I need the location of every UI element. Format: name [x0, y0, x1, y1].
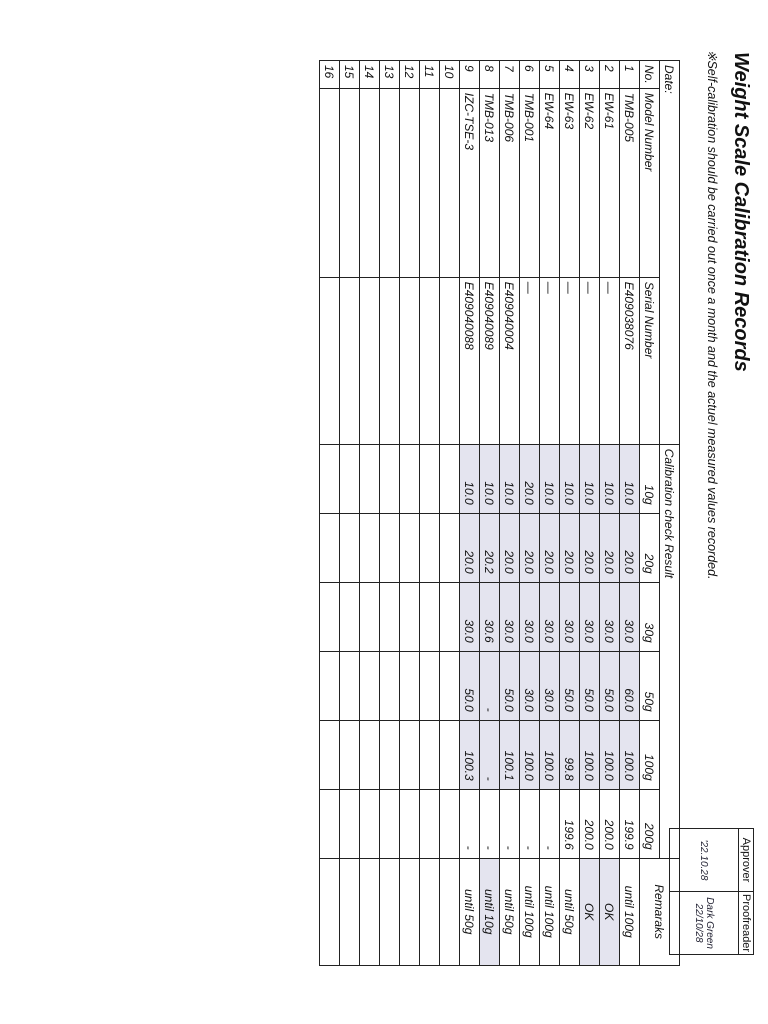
- measured-value-cell: [420, 444, 440, 513]
- measured-value-cell: [400, 582, 420, 651]
- measured-value-cell: 200.0: [580, 789, 600, 858]
- remarks-cell: OK: [580, 858, 600, 965]
- model-number-cell: [340, 88, 360, 277]
- measured-value-cell: [440, 789, 460, 858]
- measured-value-cell: 50.0: [560, 651, 580, 720]
- measured-value-cell: [340, 651, 360, 720]
- measured-value-cell: 100.0: [520, 720, 540, 789]
- measured-value-cell: [340, 444, 360, 513]
- table-row: [580, 61, 600, 966]
- measured-value-cell: 100.3: [460, 720, 480, 789]
- serial-number-cell: E409038076: [620, 277, 640, 444]
- measured-value-cell: 200.0: [600, 789, 620, 858]
- model-header: Model Number: [640, 88, 660, 277]
- table-row: [620, 61, 640, 966]
- row-number: 8: [480, 61, 500, 89]
- measured-value-cell: -: [500, 789, 520, 858]
- serial-number-cell: —: [600, 277, 620, 444]
- measured-value-cell: [380, 444, 400, 513]
- model-number-cell: [440, 88, 460, 277]
- measured-value-cell: 30.0: [620, 582, 640, 651]
- date-label: Date:: [660, 61, 680, 445]
- measured-value-cell: [340, 789, 360, 858]
- table-row: [600, 61, 620, 966]
- row-number: 5: [540, 61, 560, 89]
- weight-header-50g: 50g: [640, 651, 660, 720]
- table-row: [440, 61, 460, 966]
- measured-value-cell: 50.0: [500, 651, 520, 720]
- weight-header-20g: 20g: [640, 513, 660, 582]
- measured-value-cell: 20.0: [600, 513, 620, 582]
- row-number: 7: [500, 61, 520, 89]
- serial-number-cell: —: [520, 277, 540, 444]
- model-number-cell: [420, 88, 440, 277]
- measured-value-cell: [380, 789, 400, 858]
- weight-header-30g: 30g: [640, 582, 660, 651]
- measured-value-cell: [320, 720, 340, 789]
- measured-value-cell: [380, 582, 400, 651]
- header-row: [640, 61, 660, 966]
- remarks-cell: [320, 858, 340, 965]
- proofreader-header: Proofreader: [739, 892, 754, 955]
- measured-value-cell: -: [480, 651, 500, 720]
- measured-value-cell: [420, 651, 440, 720]
- measured-value-cell: [360, 651, 380, 720]
- measured-value-cell: 199.9: [620, 789, 640, 858]
- measured-value-cell: 10.0: [560, 444, 580, 513]
- row-number: 9: [460, 61, 480, 89]
- model-number-cell: IZC-TSE-3: [460, 88, 480, 277]
- model-number-cell: TMB-005: [620, 88, 640, 277]
- model-number-cell: TMB-001: [520, 88, 540, 277]
- remarks-cell: until 50g: [560, 858, 580, 965]
- table-row: [540, 61, 560, 966]
- table-row: [340, 61, 360, 966]
- measured-value-cell: [420, 513, 440, 582]
- row-number: 1: [620, 61, 640, 89]
- measured-value-cell: 20.0: [620, 513, 640, 582]
- measured-value-cell: 10.0: [540, 444, 560, 513]
- row-number: 15: [340, 61, 360, 89]
- measured-value-cell: 10.0: [620, 444, 640, 513]
- measured-value-cell: 20.0: [560, 513, 580, 582]
- measured-value-cell: 20.0: [460, 513, 480, 582]
- measured-value-cell: 30.6: [480, 582, 500, 651]
- measured-value-cell: 20.0: [500, 513, 520, 582]
- serial-number-cell: [340, 277, 360, 444]
- serial-number-cell: —: [560, 277, 580, 444]
- measured-value-cell: [440, 444, 460, 513]
- calibration-table: [319, 60, 680, 966]
- table-row: [520, 61, 540, 966]
- measured-value-cell: [420, 720, 440, 789]
- table-body: [320, 61, 640, 966]
- measured-value-cell: [320, 651, 340, 720]
- row-number: 3: [580, 61, 600, 89]
- serial-number-cell: [440, 277, 460, 444]
- measured-value-cell: 20.0: [540, 513, 560, 582]
- serial-number-cell: —: [540, 277, 560, 444]
- document-subtitle: ※Self-calibration should be carried out once a month and the actuel measured values recorded.: [705, 50, 719, 580]
- measured-value-cell: 100.0: [620, 720, 640, 789]
- remarks-cell: [340, 858, 360, 965]
- approval-box: [669, 828, 754, 955]
- measured-value-cell: [440, 513, 460, 582]
- measured-value-cell: [400, 651, 420, 720]
- proofreader-signature: Dark Green 22/10/28: [670, 892, 739, 955]
- serial-number-cell: [360, 277, 380, 444]
- measured-value-cell: -: [460, 789, 480, 858]
- measured-value-cell: [400, 444, 420, 513]
- measured-value-cell: 20.0: [520, 513, 540, 582]
- row-number: 2: [600, 61, 620, 89]
- measured-value-cell: 30.0: [580, 582, 600, 651]
- remarks-cell: [360, 858, 380, 965]
- table-row: [360, 61, 380, 966]
- no-header: No.: [640, 61, 660, 89]
- measured-value-cell: 30.0: [540, 651, 560, 720]
- measured-value-cell: 30.0: [560, 582, 580, 651]
- measured-value-cell: 100.0: [580, 720, 600, 789]
- measured-value-cell: [320, 789, 340, 858]
- serial-number-cell: E409040004: [500, 277, 520, 444]
- measured-value-cell: -: [480, 789, 500, 858]
- row-number: 16: [320, 61, 340, 89]
- measured-value-cell: [340, 513, 360, 582]
- calibration-header: Calibration check Result: [660, 444, 680, 858]
- measured-value-cell: [360, 444, 380, 513]
- measured-value-cell: 100.0: [540, 720, 560, 789]
- measured-value-cell: 100.0: [600, 720, 620, 789]
- measured-value-cell: 50.0: [460, 651, 480, 720]
- remarks-cell: [420, 858, 440, 965]
- serial-number-cell: E409040088: [460, 277, 480, 444]
- measured-value-cell: 30.0: [600, 582, 620, 651]
- measured-value-cell: -: [540, 789, 560, 858]
- model-number-cell: [380, 88, 400, 277]
- remarks-header: Remaraks: [640, 858, 680, 965]
- serial-number-cell: [320, 277, 340, 444]
- approver-header: Approver: [739, 829, 754, 892]
- serial-number-cell: [420, 277, 440, 444]
- model-number-cell: [360, 88, 380, 277]
- measured-value-cell: [440, 582, 460, 651]
- date-row: [660, 61, 680, 966]
- measured-value-cell: 60.0: [620, 651, 640, 720]
- row-number: 13: [380, 61, 400, 89]
- measured-value-cell: [360, 720, 380, 789]
- approver-signature: '22.10.28: [670, 829, 739, 892]
- table-row: [500, 61, 520, 966]
- measured-value-cell: [440, 720, 460, 789]
- measured-value-cell: [400, 513, 420, 582]
- serial-number-cell: [380, 277, 400, 444]
- remarks-cell: until 10g: [480, 858, 500, 965]
- measured-value-cell: -: [520, 789, 540, 858]
- measured-value-cell: 199.6: [560, 789, 580, 858]
- remarks-cell: until 100g: [540, 858, 560, 965]
- remarks-cell: [400, 858, 420, 965]
- measured-value-cell: [380, 513, 400, 582]
- measured-value-cell: 99.8: [560, 720, 580, 789]
- measured-value-cell: [400, 720, 420, 789]
- row-number: 10: [440, 61, 460, 89]
- remarks-cell: until 100g: [620, 858, 640, 965]
- measured-value-cell: [320, 513, 340, 582]
- serial-number-cell: [400, 277, 420, 444]
- table-row: [480, 61, 500, 966]
- remarks-cell: [440, 858, 460, 965]
- remarks-cell: OK: [600, 858, 620, 965]
- serial-number-cell: E409040089: [480, 277, 500, 444]
- remarks-cell: until 100g: [520, 858, 540, 965]
- remarks-cell: until 50g: [500, 858, 520, 965]
- measured-value-cell: 30.0: [540, 582, 560, 651]
- document-title: Weight Scale Calibration Records: [730, 52, 752, 372]
- row-number: 6: [520, 61, 540, 89]
- row-number: 12: [400, 61, 420, 89]
- serial-number-cell: —: [580, 277, 600, 444]
- weight-header-100g: 100g: [640, 720, 660, 789]
- weight-header-200g: 200g: [640, 789, 660, 858]
- measured-value-cell: 50.0: [580, 651, 600, 720]
- row-number: 4: [560, 61, 580, 89]
- measured-value-cell: 10.0: [500, 444, 520, 513]
- measured-value-cell: 30.0: [520, 582, 540, 651]
- remarks-cell: until 50g: [460, 858, 480, 965]
- table-row: [460, 61, 480, 966]
- measured-value-cell: 20.0: [520, 444, 540, 513]
- measured-value-cell: 30.0: [460, 582, 480, 651]
- measured-value-cell: [340, 582, 360, 651]
- table-row: [560, 61, 580, 966]
- weight-header-10g: 10g: [640, 444, 660, 513]
- model-number-cell: EW-62: [580, 88, 600, 277]
- model-number-cell: EW-64: [540, 88, 560, 277]
- model-number-cell: EW-63: [560, 88, 580, 277]
- measured-value-cell: 20.2: [480, 513, 500, 582]
- measured-value-cell: -: [480, 720, 500, 789]
- row-number: 14: [360, 61, 380, 89]
- measured-value-cell: 10.0: [460, 444, 480, 513]
- measured-value-cell: 50.0: [600, 651, 620, 720]
- model-number-cell: [400, 88, 420, 277]
- table-row: [380, 61, 400, 966]
- model-number-cell: TMB-006: [500, 88, 520, 277]
- table-row: [400, 61, 420, 966]
- model-number-cell: EW-61: [600, 88, 620, 277]
- measured-value-cell: [400, 789, 420, 858]
- measured-value-cell: [420, 789, 440, 858]
- measured-value-cell: 30.0: [520, 651, 540, 720]
- measured-value-cell: [360, 582, 380, 651]
- measured-value-cell: [320, 582, 340, 651]
- remarks-cell: [380, 858, 400, 965]
- measured-value-cell: [360, 513, 380, 582]
- measured-value-cell: 10.0: [600, 444, 620, 513]
- table-row: [420, 61, 440, 966]
- measured-value-cell: 10.0: [580, 444, 600, 513]
- measured-value-cell: 20.0: [580, 513, 600, 582]
- measured-value-cell: [380, 720, 400, 789]
- table-row: [320, 61, 340, 966]
- measured-value-cell: [380, 651, 400, 720]
- measured-value-cell: [360, 789, 380, 858]
- measured-value-cell: 100.1: [500, 720, 520, 789]
- serial-header: Serial Number: [640, 277, 660, 444]
- model-number-cell: TMB-013: [480, 88, 500, 277]
- measured-value-cell: 10.0: [480, 444, 500, 513]
- model-number-cell: [320, 88, 340, 277]
- measured-value-cell: [320, 444, 340, 513]
- measured-value-cell: [340, 720, 360, 789]
- measured-value-cell: 30.0: [500, 582, 520, 651]
- measured-value-cell: [420, 582, 440, 651]
- row-number: 11: [420, 61, 440, 89]
- measured-value-cell: [440, 651, 460, 720]
